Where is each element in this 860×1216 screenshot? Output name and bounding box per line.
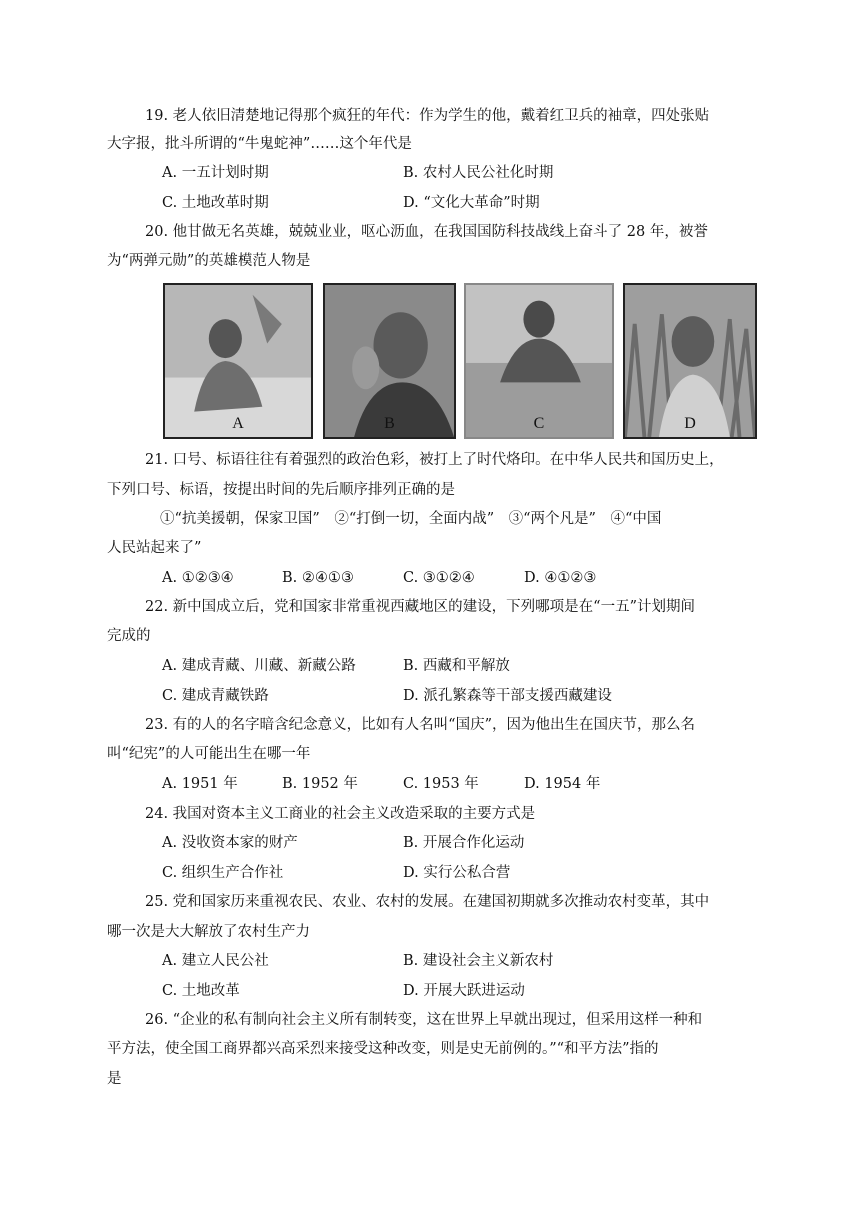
q23-stem-line2: 叫“纪宪”的人可能出生在哪一年 [107,746,311,762]
photo-a [163,283,313,439]
photo-d-label: D [684,415,696,432]
q25-option-b: B. 建设社会主义新农村 [403,953,554,969]
q23-option-d: D. 1954 年 [524,776,601,792]
q23-option-b: B. 1952 年 [282,776,358,792]
q24-option-a: A. 没收资本家的财产 [162,835,298,851]
q20-photo-strip [163,283,757,443]
q19-option-c: C. 土地改革时期 [162,195,269,211]
q26-stem-line2: 平方法，使全国工商界都兴高采烈来接受这种改变，则是史无前例的。”“和平方法”指的 [107,1041,659,1057]
q25-stem-line1: 25. 党和国家历来重视农民、农业、农村的发展。在建国初期就多次推动农村变革，其中 [145,894,710,910]
q23-option-c: C. 1953 年 [403,776,479,792]
q22-stem-line1: 22. 新中国成立后，党和国家非常重视西藏地区的建设，下列哪项是在“一五”计划期间 [145,599,695,615]
q24-option-b: B. 开展合作化运动 [403,835,525,851]
q20-stem-line1: 20. 他甘做无名英雄，兢兢业业，呕心沥血，在我国国防科技战线上奋斗了 28 年，被誉 [145,224,708,240]
q26-stem-line1: 26. “企业的私有制向社会主义所有制转变，这在世界上早就出现过，但采用这样一种和 [145,1012,703,1028]
q23-option-a: A. 1951 年 [162,776,238,792]
q21-stem-line1: 21. 口号、标语往往有着强烈的政治色彩，被打上了时代烙印。在中华人民共和国历史上， [145,452,724,468]
q25-option-a: A. 建立人民公社 [162,953,269,969]
q25-option-d: D. 开展大跃进运动 [403,983,525,999]
q21-option-b: B. ②④①③ [282,570,354,586]
q24-option-c: C. 组织生产合作社 [162,865,284,881]
photo-c-label: C [533,415,545,432]
q25-option-c: C. 土地改革 [162,983,240,999]
q21-stem-line2: 下列口号、标语，按提出时间的先后顺序排列正确的是 [107,482,455,498]
photo-b-label: B [384,415,395,432]
q26-stem-line3: 是 [107,1071,122,1087]
q21-items-line1: ①“抗美援朝，保家卫国” ②“打倒一切，全面内战” ③“两个凡是” ④“中国 [160,511,662,527]
q21-option-d: D. ④①②③ [524,570,597,586]
q22-option-a: A. 建成青藏、川藏、新藏公路 [162,658,356,674]
q22-stem-line2: 完成的 [107,628,151,644]
photo-d [623,283,757,439]
q19-stem-line2: 大字报，批斗所谓的“牛鬼蛇神”……这个年代是 [107,136,412,152]
q21-option-a: A. ①②③④ [162,570,234,586]
photo-a-label: A [232,415,244,432]
q19-stem-line1: 19. 老人依旧清楚地记得那个疯狂的年代：作为学生的他，戴着红卫兵的袖章，四处张贴 [145,108,710,124]
q20-stem-line2: 为“两弹元勋”的英雄模范人物是 [107,253,311,269]
q22-option-b: B. 西藏和平解放 [403,658,510,674]
q19-option-b: B. 农村人民公社化时期 [403,165,554,181]
q23-stem-line1: 23. 有的人的名字暗含纪念意义，比如有人名叫“国庆”，因为他出生在国庆节，那么名 [145,717,695,733]
q25-stem-line2: 哪一次是大大解放了农村生产力 [107,924,310,940]
q19-option-d: D. “文化大革命”时期 [403,195,540,211]
q21-items-line2: 人民站起来了” [107,540,202,556]
q22-option-c: C. 建成青藏铁路 [162,688,269,704]
q21-option-c: C. ③①②④ [403,570,475,586]
q24-stem-line1: 24. 我国对资本主义工商业的社会主义改造采取的主要方式是 [145,806,536,822]
q24-option-d: D. 实行公私合营 [403,865,511,881]
q19-option-a: A. 一五计划时期 [162,165,269,181]
photo-c [464,283,614,439]
photo-b [323,283,456,439]
q22-option-d: D. 派孔繁森等干部支援西藏建设 [403,688,612,704]
